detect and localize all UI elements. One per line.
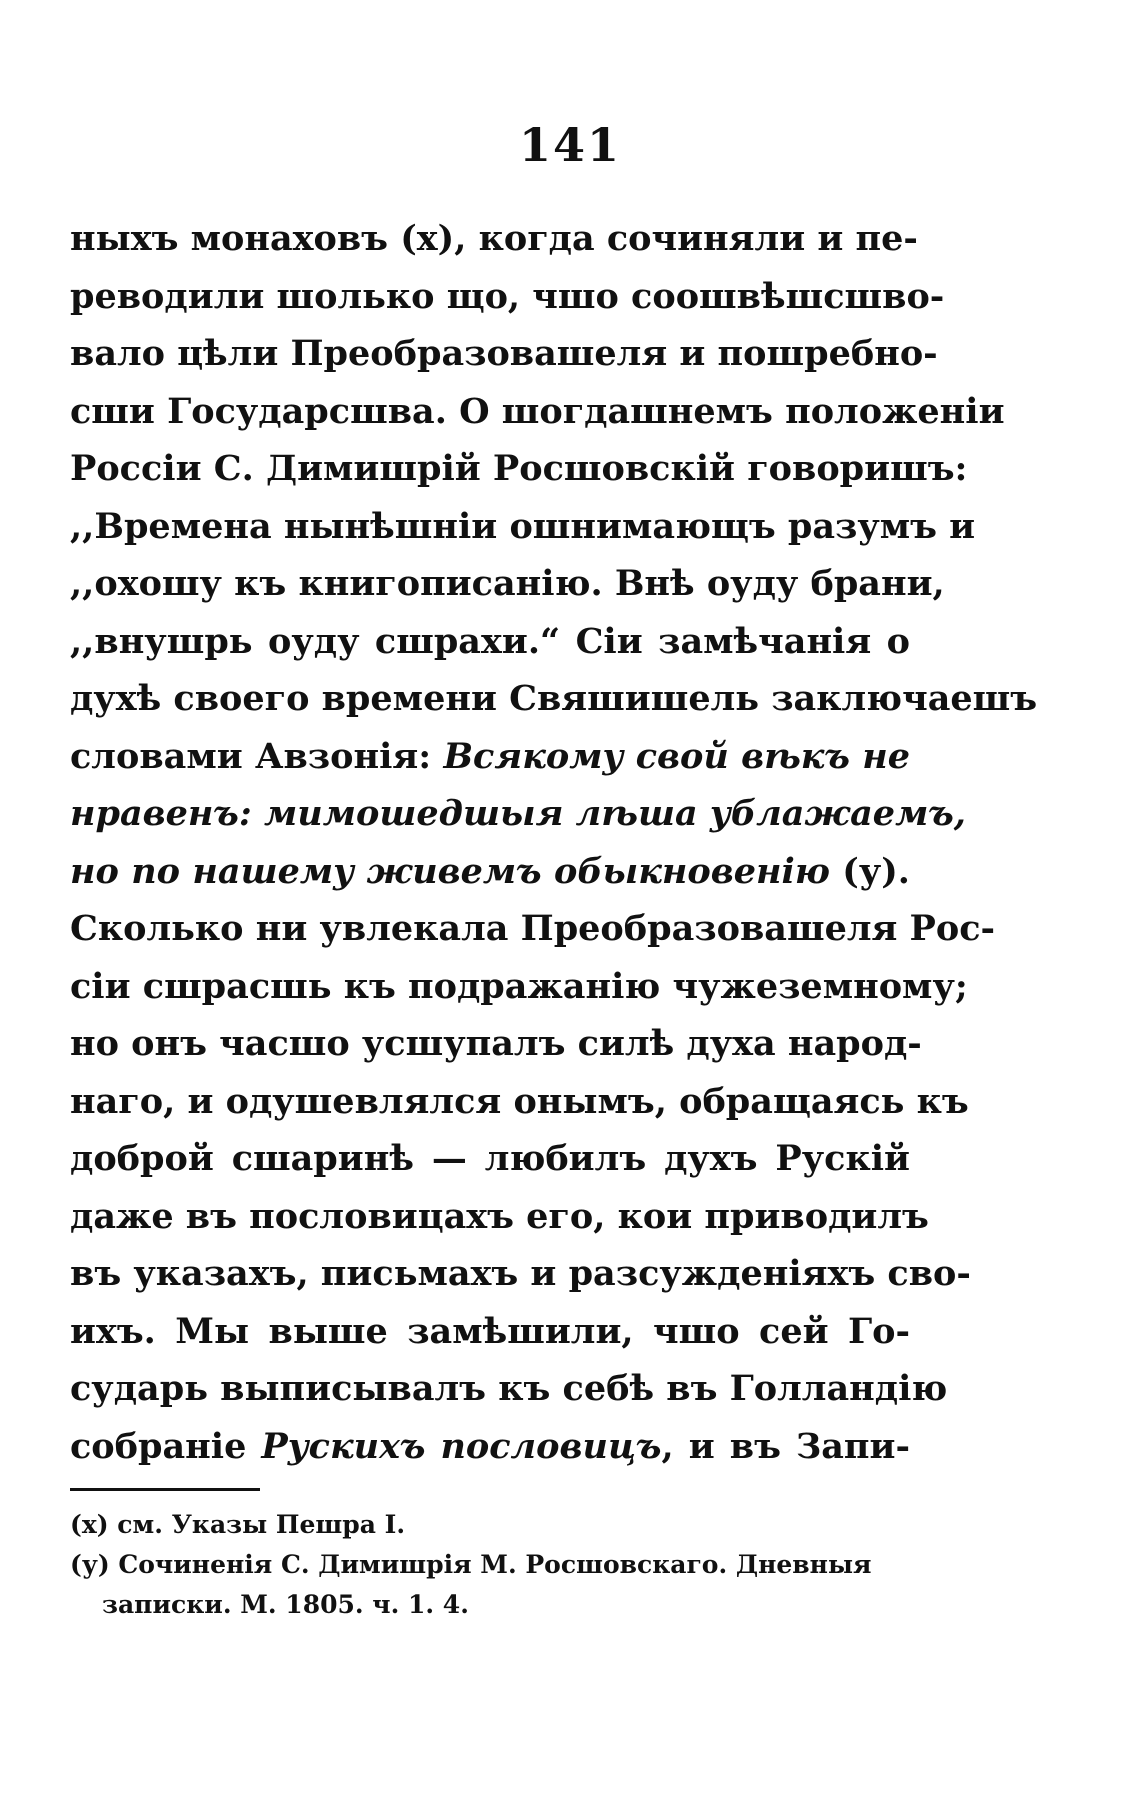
text-line: сударь выписывалъ къ себѣ въ Голландію: [70, 1368, 948, 1409]
text-line: наго, и одушевлялся онымъ, обращаясь къ: [70, 1080, 969, 1122]
text-line: но онъ часшо усшупалъ силѣ духа народ-: [70, 1023, 922, 1064]
text-line: сіи сшрасшь къ подражанію чужеземному;: [70, 965, 968, 1007]
main-text: [70, 210, 1038, 1475]
text-line-with-italic: [70, 843, 910, 901]
text-line: Сколько ни увлекала Преобразовашеля Рос-: [70, 908, 996, 949]
text-line: Россіи С. Димишрій Росшовскій говоришъ:: [70, 448, 968, 489]
text-line: ихъ. Мы выше замѣшили, чшо сей Го-: [70, 1310, 910, 1352]
text-span: словами Авзонія:: [70, 735, 444, 777]
italic-quote: но по нашему живемъ обыкновенію: [70, 850, 830, 892]
text-line: въ указахъ, письмахъ и разсужденіяхъ сво-: [70, 1253, 971, 1294]
text-span: собраніе: [70, 1425, 262, 1467]
text-line: ныхъ монаховъ (х), когда сочиняли и пе-: [70, 218, 918, 259]
footnote-x: (х) см. Указы Пешра I.: [70, 1510, 406, 1539]
text-line: ,,внушрь оуду сшрахи.“ Сіи замѣчанія о: [70, 620, 910, 662]
italic-text-line: нравенъ: мимошедшыя лѣша ублажаемъ,: [70, 793, 966, 834]
text-line: доброй сшаринѣ — любилъ духъ Рускій: [70, 1138, 910, 1179]
text-line: вало цѣли Преобразовашеля и пошребно-: [70, 333, 938, 374]
italic-title: Рускихъ пословицъ: [261, 1425, 662, 1467]
text-line: духѣ своего времени Свяшишель заключаешъ: [70, 678, 1038, 719]
text-line: ,,охошу къ книгописанію. Внѣ оуду брани,: [70, 563, 945, 604]
footnote-y-continuation: записки. М. 1805. ч. 1. 4.: [102, 1590, 469, 1619]
text-line: ,,Времена нынѣшніи ошнимающъ разумъ и: [70, 505, 976, 547]
footnote-separator: [70, 1488, 260, 1491]
italic-quote: Всякому свой вѣкъ не: [443, 735, 911, 777]
footnote-y: (у) Сочиненія С. Димишрія М. Росшовскаго. Дневныя: [70, 1550, 872, 1579]
text-line: даже въ пословицахъ его, кои приводилъ: [70, 1195, 929, 1237]
page-number: 141: [518, 118, 622, 172]
text-line-with-italic: [70, 1418, 910, 1476]
text-line: реводили шолько що, чшо соошвѣшсшво-: [70, 275, 945, 317]
footnotes: [70, 1505, 940, 1625]
footnote-ref-y: (у).: [829, 850, 910, 892]
text-span: , и въ Запи-: [661, 1425, 910, 1467]
text-line-with-italic: [70, 728, 910, 786]
text-line: сши Государсшва. О шогдашнемъ положеніи: [70, 390, 1005, 432]
